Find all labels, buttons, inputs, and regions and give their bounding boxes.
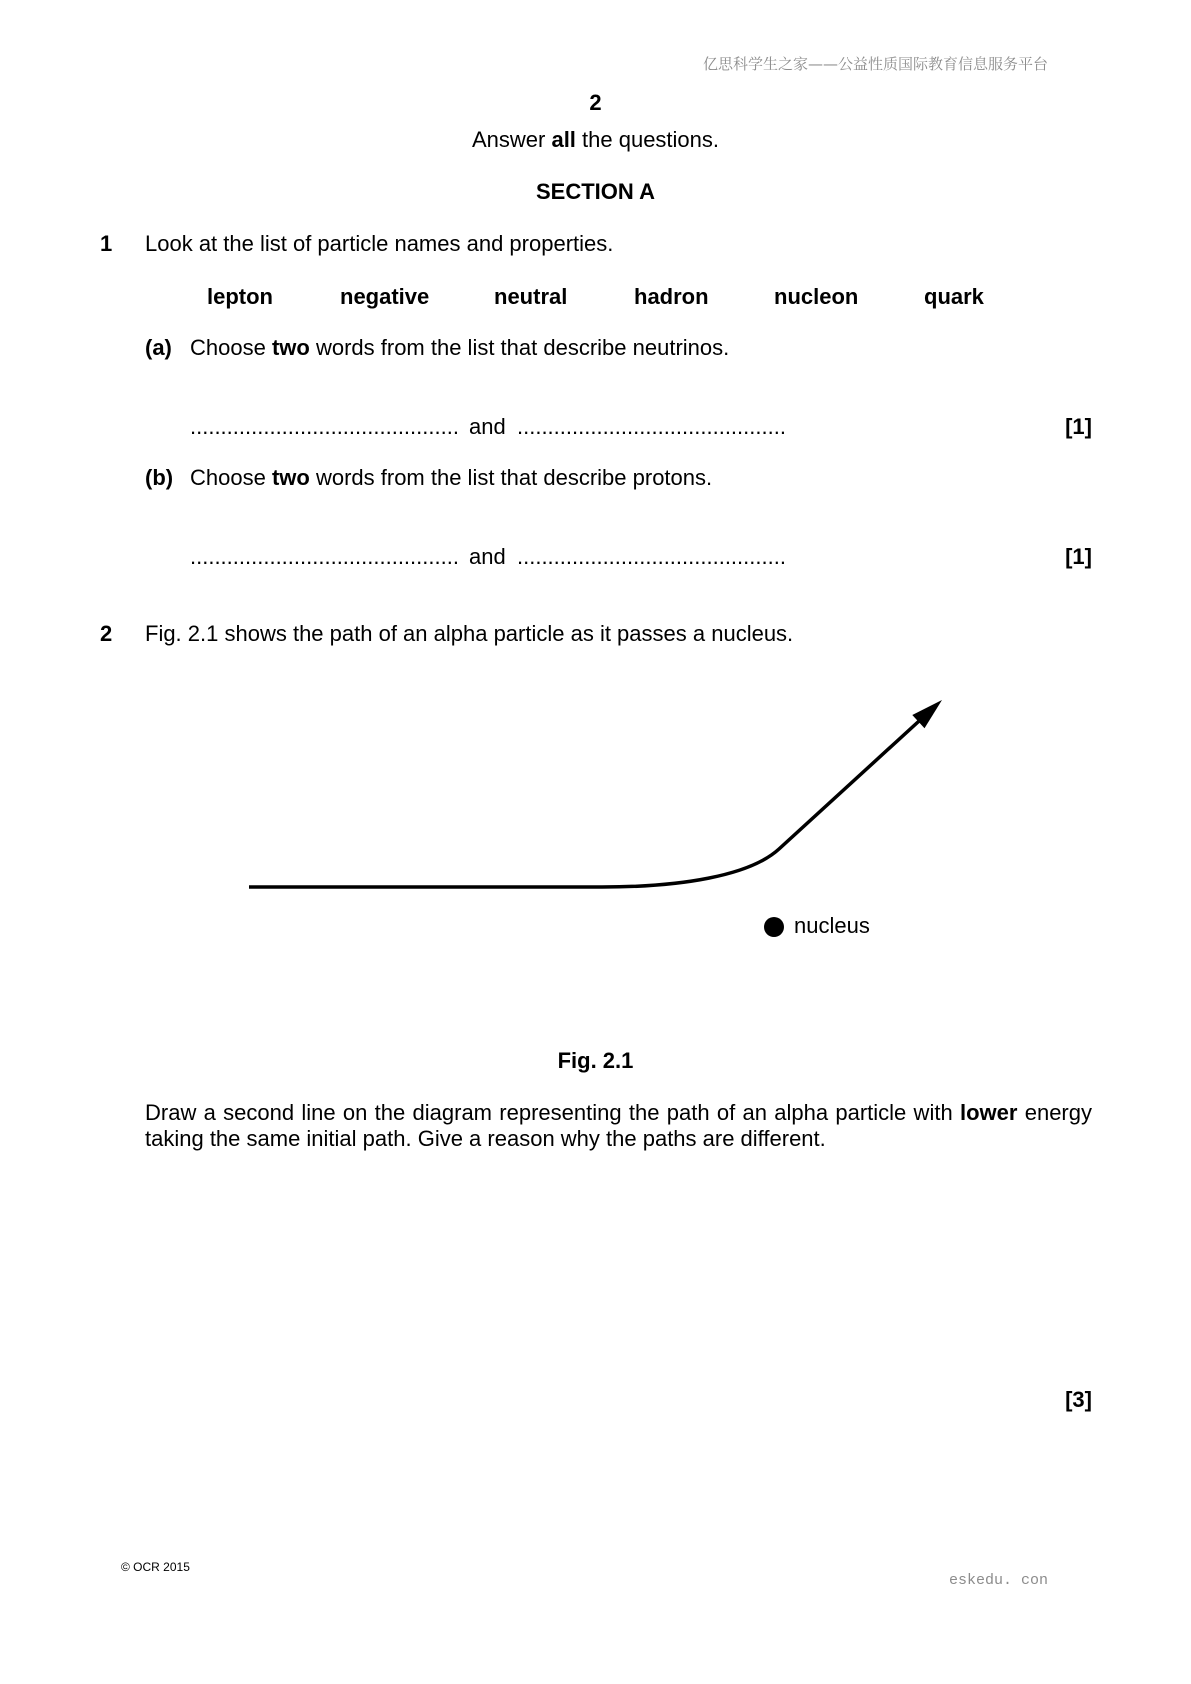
alpha-path-diagram	[200, 680, 1000, 960]
alpha-particle-path	[249, 711, 930, 887]
footer-site-watermark: eskedu. con	[948, 1572, 1048, 1589]
instructions-before: Answer	[471, 127, 552, 152]
header-watermark: 亿思科学生之家——公益性质国际教育信息服务平台	[702, 55, 1048, 73]
part-a-prompt-bold: two	[271, 335, 310, 360]
part-a-prompt-before: Choose	[190, 335, 272, 360]
question-1-stem: Look at the list of particle names and properties.	[145, 231, 614, 256]
word-list-item: hadron	[634, 284, 709, 309]
task-line-1-before: Draw a second line on the diagram representing the path of an alpha particle with	[145, 1100, 960, 1125]
question-2-number: 2	[100, 621, 113, 646]
part-b-joiner: and	[469, 544, 506, 569]
part-a-answer-line-right: ............................................	[517, 414, 786, 439]
part-a-prompt-after: words from the list that describe neutrinos.	[309, 335, 730, 360]
figure-caption: Fig. 2.1	[557, 1048, 634, 1073]
section-title: SECTION A	[536, 179, 655, 204]
part-b-label: (b)	[145, 465, 174, 490]
task-line-1-after: energy	[1017, 1100, 1092, 1125]
nucleus-label: nucleus	[794, 913, 870, 938]
page-number: 2	[589, 90, 602, 115]
part-a-marks: [1]	[1065, 414, 1092, 439]
copyright-notice: © OCR 2015	[121, 1560, 190, 1574]
nucleus-dot	[764, 917, 784, 937]
part-b-answer-line-left: ............................................	[190, 544, 459, 569]
part-b-prompt-before: Choose	[190, 465, 272, 490]
task-line-1	[145, 1100, 1092, 1126]
instructions	[0, 127, 1191, 153]
question-2-stem: Fig. 2.1 shows the path of an alpha particle as it passes a nucleus.	[145, 621, 794, 646]
part-a-label: (a)	[145, 335, 172, 360]
question-1-number: 1	[100, 231, 113, 256]
word-list-item: lepton	[207, 284, 273, 309]
part-a-prompt	[190, 335, 729, 361]
word-list-item: negative	[340, 284, 430, 309]
word-list-item: nucleon	[774, 284, 859, 309]
part-b-prompt-bold: two	[271, 465, 310, 490]
task-line-2: taking the same initial path. Give a reason why the paths are different.	[145, 1126, 826, 1151]
instructions-after: the questions.	[575, 127, 720, 152]
part-b-answer-line-right: ............................................	[517, 544, 786, 569]
part-a-joiner: and	[469, 414, 506, 439]
question-2-marks: [3]	[1065, 1387, 1092, 1412]
part-b-marks: [1]	[1065, 544, 1092, 569]
instructions-bold: all	[551, 127, 576, 152]
part-b-prompt-after: words from the list that describe protons.	[309, 465, 713, 490]
task-line-1-bold: lower	[959, 1100, 1018, 1125]
part-a-answer-line-left: ............................................	[190, 414, 459, 439]
part-b-prompt	[190, 465, 712, 491]
word-list-item: neutral	[494, 284, 568, 309]
word-list-item: quark	[924, 284, 984, 309]
